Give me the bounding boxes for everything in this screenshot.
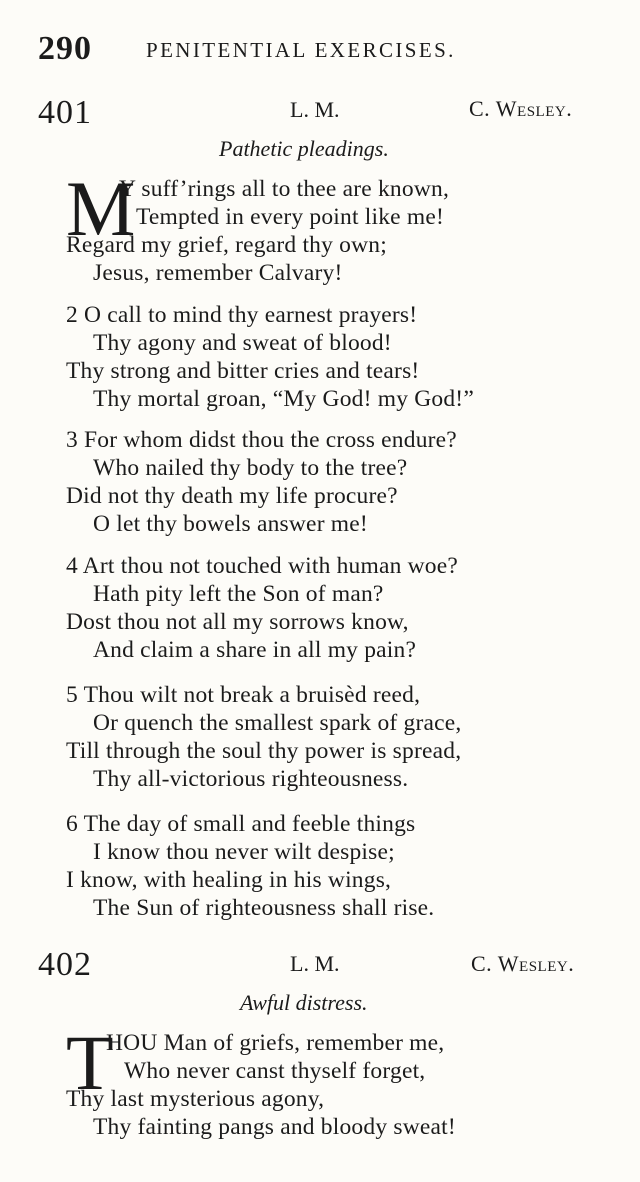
verse-line: Who nailed thy body to the tree? — [93, 455, 408, 481]
verse-line: Or quench the smallest spark of grace, — [93, 710, 462, 736]
verse-line: 6 The day of small and feeble things — [66, 811, 416, 837]
verse-line: Dost thou not all my sorrows know, — [66, 609, 409, 635]
verse-line: Tempted in every point like me! — [136, 204, 445, 230]
verse-line: I know, with healing in his wings, — [66, 867, 392, 893]
verse-line: HOU Man of griefs, remember me, — [106, 1030, 445, 1056]
drop-cap: M — [66, 165, 136, 252]
verse-line: Y suff’rings all to thee are known, — [119, 176, 450, 202]
hymn-author: C. Wesley. — [469, 96, 573, 121]
verse-line: The Sun of righteousness shall rise. — [93, 895, 435, 921]
hymn-subtitle: Awful distress. — [240, 990, 368, 1015]
verse-line: Did not thy death my life procure? — [66, 483, 398, 509]
verse-line: Thy all-victorious righteousness. — [93, 766, 409, 792]
verse-line: Hath pity left the Son of man? — [93, 581, 384, 607]
verse-line: Regard my grief, regard thy own; — [66, 232, 387, 258]
drop-cap: T — [66, 1019, 114, 1106]
verse-line: 4 Art thou not touched with human woe? — [66, 553, 459, 579]
verse-line: O let thy bowels answer me! — [93, 511, 368, 537]
verse-line: Who never canst thyself forget, — [124, 1058, 426, 1084]
hymn-meter: L. M. — [290, 951, 340, 976]
verse-line: Jesus, remember Calvary! — [93, 260, 343, 286]
verse-line: 5 Thou wilt not break a bruisèd reed, — [66, 682, 421, 708]
verse-line: Thy last mysterious agony, — [66, 1086, 325, 1112]
verse-line: 2 O call to mind thy earnest prayers! — [66, 302, 418, 328]
hymn-author: C. Wesley. — [471, 951, 575, 976]
hymn-number: 401 — [38, 94, 92, 131]
verse-line: Thy strong and bitter cries and tears! — [66, 358, 420, 384]
hymn-number: 402 — [38, 946, 92, 983]
verse-line: Thy fainting pangs and bloody sweat! — [93, 1114, 456, 1140]
verse-line: Thy mortal groan, “My God! my God!” — [93, 386, 474, 412]
hymn-meter: L. M. — [290, 97, 340, 122]
page-number: 290 — [38, 30, 92, 67]
hymn-subtitle: Pathetic pleadings. — [219, 136, 389, 161]
verse-line: Thy agony and sweat of blood! — [93, 330, 392, 356]
verse-line: 3 For whom didst thou the cross endure? — [66, 427, 457, 453]
verse-line: Till through the soul thy power is spread, — [66, 738, 462, 764]
verse-line: And claim a share in all my pain? — [93, 637, 417, 663]
running-head: PENITENTIAL EXERCISES. — [146, 38, 456, 62]
verse-line: I know thou never wilt despise; — [93, 839, 395, 865]
